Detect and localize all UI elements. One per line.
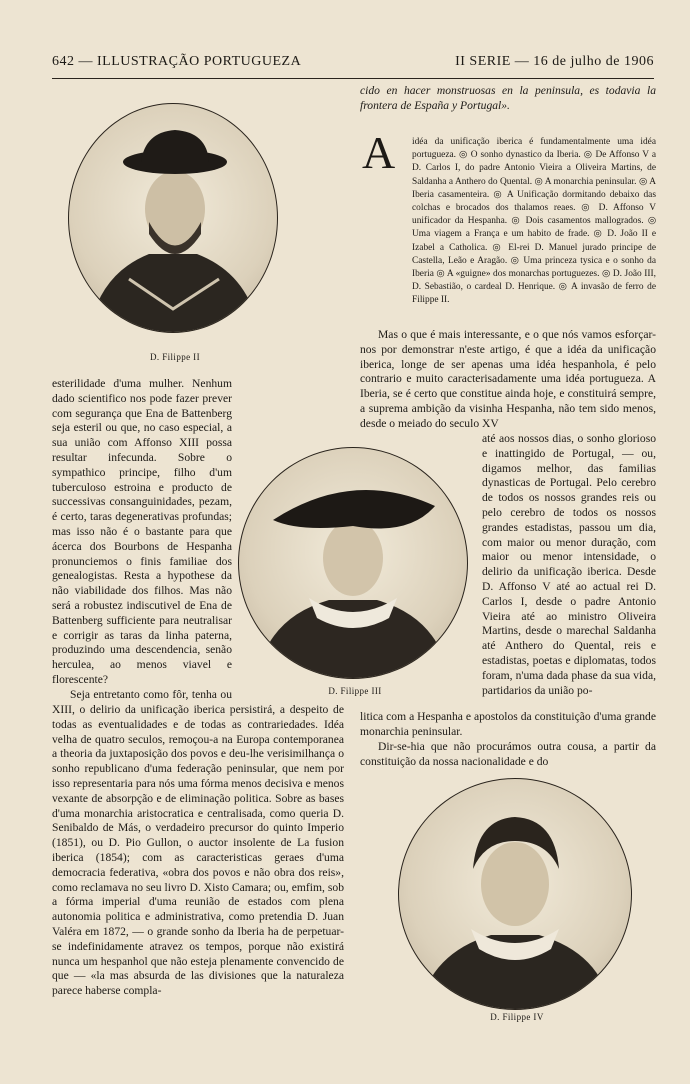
portrait-filippe-iii — [238, 447, 468, 679]
right-paragraph-1-full: Mas o que é mais interessante, e o que nós vamos esforçar-nos por demonstrar n'este artigo, é que a idéa da unificação iberica, longe de ser apenas uma idéa hespanhola, é pelo contrario e muito caracterisadamente uma idéa portugueza. A Iberia, se é certo que constitue ainda hoje, e constituirá sempre, a suprema ambição da visinha Hespanha, não tem sido menos, desde o meiado do seculo XV — [360, 328, 656, 430]
left-column-narrow — [52, 377, 232, 701]
header-right: II SERIE — 16 de julho de 1906 — [455, 54, 654, 69]
right-paragraph-2: Dir-se-hia que não procurámos outra cousa, a partir da constituição da nossa nacionalidade e do — [360, 740, 656, 768]
portrait-filippe-iv — [398, 778, 632, 1010]
caption-filippe-iii-label: D. Filippe III — [328, 686, 382, 696]
header-left: 642 — ILLUSTRAÇÃO PORTUGUEZA — [52, 54, 302, 69]
left-paragraph-1: esterilidade d'uma mulher. Nenhum dado scientifico nos pode fazer prever com segurança que Ena de Battenberg seja esteril ou que, no caso especial, a sua união com Affonso XIII possa resultar infecunda. Sobre o sympathico principe, filho d'um tuberculoso estroina e producto de successivas consanguinidades, pezam, é certo, taras degenerativas profundas; mas isso não é o bastante para que ácerca dos Bourbons de Hespanha pronunciemos o finis familiae dos genealogistas. Resta a hypothese da não viabilidade dos filhos. Mas não será a robustez indiscutivel de Ena de Battenberg sufficiente para neutralisar e corrigir as taras da linha paterna, produzindo uma descendencia, senão herculea, ao menos viavel e florescente? — [52, 377, 232, 686]
caption-filippe-ii: D. Filippe II — [150, 352, 200, 362]
header-rule — [52, 78, 654, 79]
left-paragraph-2: Seja entretanto como fôr, tenha ou — [70, 687, 232, 701]
left-column-full — [52, 703, 344, 1025]
portrait-filippe-iii-image — [239, 448, 467, 678]
left-paragraph-3: XIII, o delirio da unificação iberica persistirá, a despeito de todas as eventualidades e de todas as contrariedades. Idéa velha de quatro seculos, remoçou-a na Europa contemporanea a theoria da juxtaposição dos povos e deu-lhe verisimilhança o sonho republicano d'uma federação peninsular, que nem por isso representaria para nós uma fórma menos decisiva e menos vexante de absorpção e de eliminação politica. Sobre as bases d'uma monarchia aristocratica e centralisada, como queria D. Senibaldo de Más, o verdadeiro precursor do quinto Imperio (1851), ou D. Pio Gullon, o auctor insolente de La fusion iberica (1854); com as caracteristicas geraes d'uma democracia federativa, «obra dos povos e não obra dos reis», como reclamava no seu livro D. Xisto Camara; ou, emfim, sob a fórma imperial d'uma reunião de estados com plena autonomia politica e administrativa, como pretendia D. Juan Valéra em 1872, — o grande sonho da Iberia ha de perpetuar-se indefinidamente atravez os tempos, porque não existirá nunca um hespanhol que não esteja plenamente convencido de que — «la mas absurda de las divisiones que la naturaleza parece haberse compla- — [52, 703, 344, 998]
right-paragraph-1-end: litica com a Hespanha e apostolos da constituição d'uma grande monarchia peninsular. — [360, 710, 656, 738]
article-summary: idéa da unificação iberica é fundamentalmente uma idéa portugueza. ◎ O sonho dynastico da Iberia. ◎ De Affonso V a D. Carlos I, do padre Antonio Vieira a Oliveira Martins, de Saldanha a Anthero do Quental. ◎ A monarchia peninsular. ◎ A Iberia casamenteira. ◎ A Unificação dormitando debaixo das colchas e brocados dos thalamos reaes. ◎ D. Affonso V unificador da Hespanha. ◎ Dois casamentos mallogrados. ◎ Uma viagem a França e um habito de frade. ◎ D. João II e Izabel a Catholica. ◎ El-rei D. Manuel jurado principe de Castella, Leão e Aragão. ◎ Uma princeza tysica e o sonho da Iberia ◎ A «guigne» dos monarchas portuguezes. ◎ D. João III, D. Sebastião, o cardeal D. Henrique. ◎ A invasão de ferro de Filippe II. — [412, 137, 656, 306]
right-paragraph-1-narrow: até aos nossos dias, o sonho glorioso e inattingido de Portugal, — ou, digamos melhor, das familias dynasticas de Portugal. Pelo cerebro de todos os nossos grandes reis ou pelo cerebro de todos os nossos grandes estadistas, passou um dia, com maior ou menor duração, com maior ou menor intensidade, o delirio da unificação iberica. Desde D. Affonso V até ao actual rei D. Carlos I, desde o padre Antonio Vieira até ao ministro Oliveira Martins, desde o marechal Saldanha até Anthero do Quental, reis e estadistas, poetas e diplomatas, todos foram, n'uma dada phase da sua vida, partidarios da união po- — [482, 432, 656, 697]
portrait-filippe-ii-image — [69, 104, 277, 332]
dropcap-letter: A — [362, 127, 396, 178]
portrait-filippe-ii — [68, 103, 278, 333]
portrait-filippe-iv-image — [399, 779, 631, 1009]
right-top-quote: cido en hacer monstruosas en la peninsula, es todavia la frontera de España y Portugal». — [360, 84, 656, 112]
caption-filippe-iv: D. Filippe IV — [490, 1012, 544, 1022]
page-header — [52, 52, 654, 72]
